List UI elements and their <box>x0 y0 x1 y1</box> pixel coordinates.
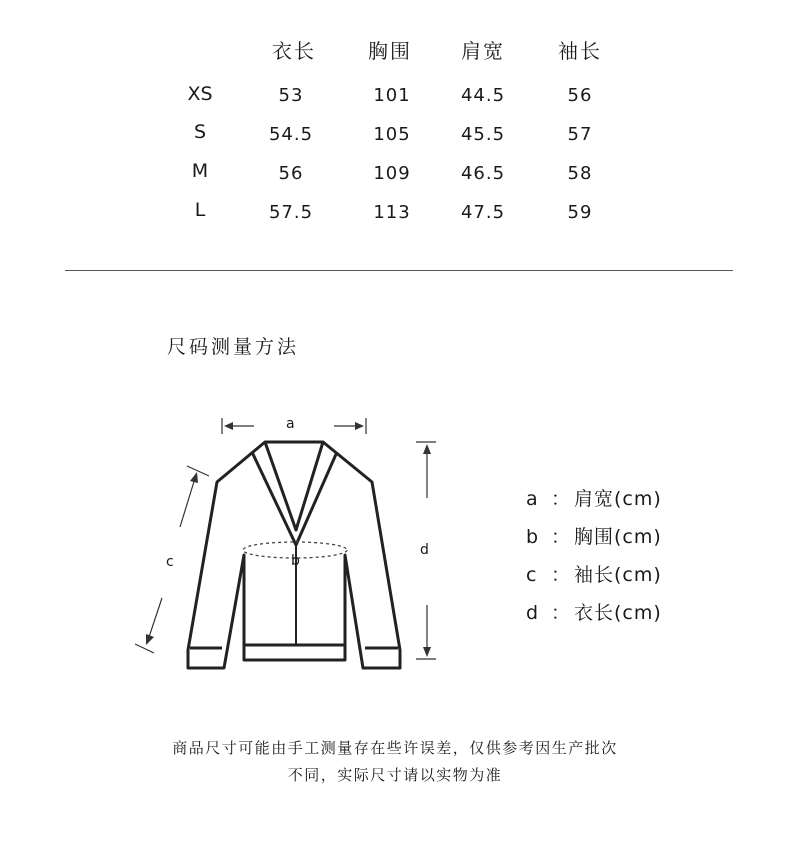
legend-text: 衣长(cm) <box>574 602 662 624</box>
table-cell: 44.5 <box>460 85 506 106</box>
dimension-label-a: a <box>286 416 295 432</box>
table-cell: 101 <box>373 85 411 106</box>
legend-item <box>526 484 662 511</box>
legend-separator: ： <box>550 564 571 586</box>
column-header-shoulder: 肩宽 <box>461 39 505 63</box>
legend-text: 胸围(cm) <box>574 526 662 548</box>
disclaimer-line-1: 商品尺寸可能由手工测量存在些许误差，仅供参考因生产批次 <box>172 739 618 757</box>
dimension-label-d: d <box>420 542 429 558</box>
table-cell: 47.5 <box>460 202 506 223</box>
table-cell: 45.5 <box>460 124 506 145</box>
legend-item <box>526 598 662 625</box>
legend-key: c <box>526 564 538 586</box>
table-cell: 54.5 <box>268 124 314 145</box>
legend-text: 肩宽(cm) <box>574 488 662 510</box>
table-cell: 57 <box>567 124 593 145</box>
size-label: M <box>191 160 209 182</box>
column-header-chest: 胸围 <box>368 39 412 63</box>
legend-key: a <box>526 488 539 510</box>
legend-key: b <box>526 526 540 548</box>
table-cell: 46.5 <box>460 163 506 184</box>
dimension-label-b: b <box>291 553 300 569</box>
legend-separator: ： <box>550 602 571 624</box>
column-header-length: 衣长 <box>272 39 316 63</box>
table-cell: 57.5 <box>268 202 314 223</box>
section-title: 尺码测量方法 <box>167 336 300 358</box>
table-cell: 53 <box>278 85 304 106</box>
legend-text: 袖长(cm) <box>574 564 662 586</box>
table-cell: 58 <box>567 163 593 184</box>
table-cell: 56 <box>278 163 304 184</box>
size-label: S <box>193 121 207 143</box>
table-cell: 109 <box>373 163 411 184</box>
size-label: XS <box>187 83 213 105</box>
legend-item <box>526 560 662 587</box>
garment-collar <box>252 442 337 545</box>
legend-separator: ： <box>550 488 571 510</box>
table-cell: 113 <box>373 202 411 223</box>
disclaimer-line-2: 不同，实际尺寸请以实物为准 <box>287 766 503 784</box>
table-cell: 56 <box>567 85 593 106</box>
dimension-label-c: c <box>166 554 174 570</box>
legend-item <box>526 522 662 549</box>
table-cell: 59 <box>567 202 593 223</box>
legend-key: d <box>526 602 540 624</box>
column-header-sleeve: 袖长 <box>558 39 602 63</box>
table-cell: 105 <box>373 124 411 145</box>
size-label: L <box>194 199 206 221</box>
legend-separator: ： <box>550 526 571 548</box>
